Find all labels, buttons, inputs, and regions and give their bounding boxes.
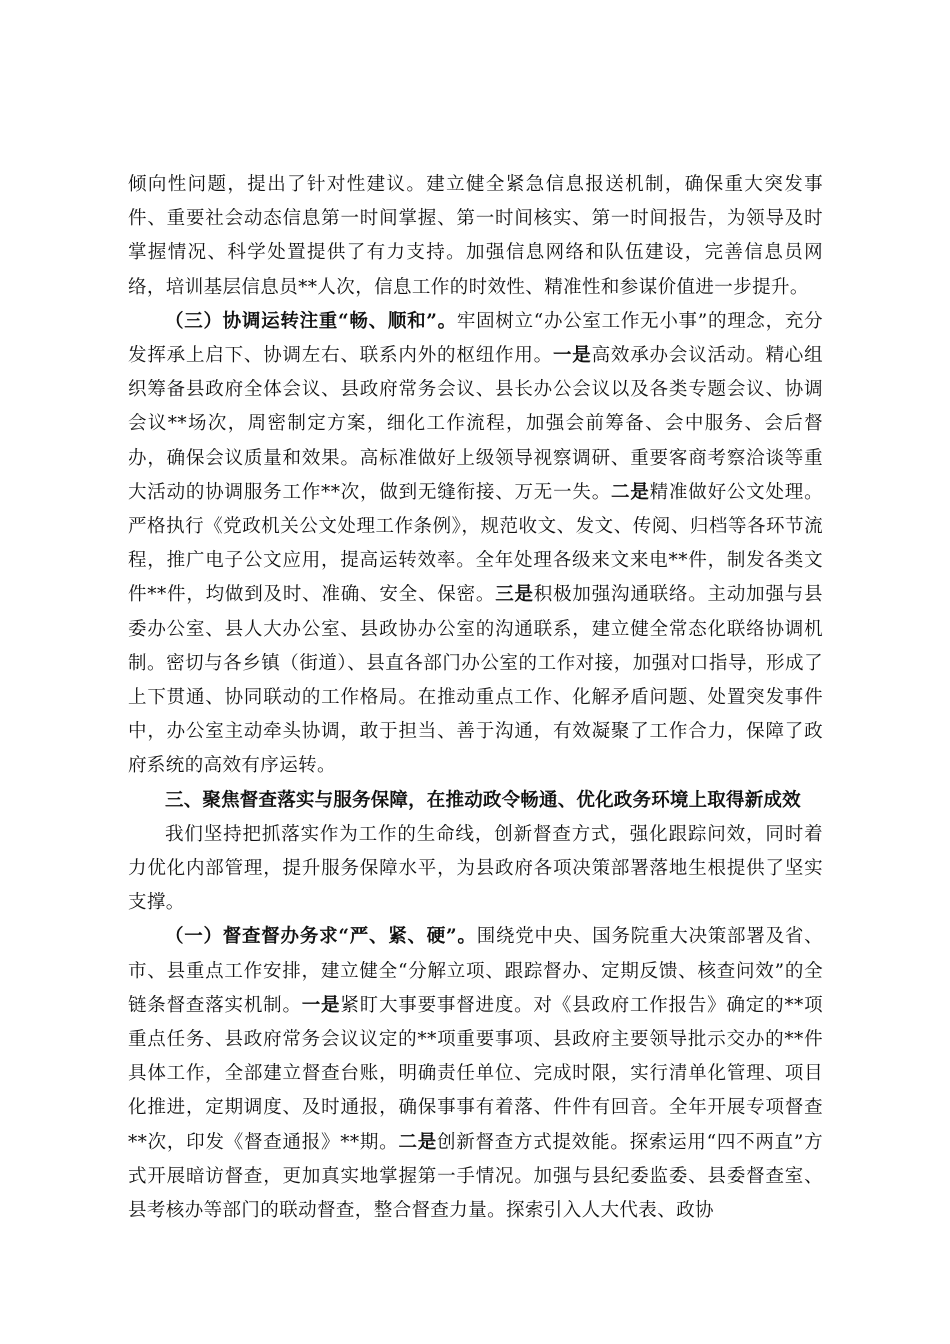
point-marker-third: 三是 bbox=[495, 584, 534, 606]
point-marker-second: 二是 bbox=[398, 1131, 437, 1153]
paragraph-section-intro bbox=[128, 818, 823, 921]
paragraph-text: 倾向性问题，提出了针对性建议。建立健全紧急信息报送机制，确保重大突发事件、重要社会动态信息第一时间掌握、第一时间核实、第一时间报告，为领导及时掌握情况、科学处置提供了有力支持。加强信息网络和队伍建设，完善信息员网络，培训基层信息员**人次，信息工作的时效性、精准性和参谋价值进一步提升。 bbox=[128, 174, 823, 298]
section-lead-supervision: （一）督查督办务求“严、紧、硬”。 bbox=[165, 926, 477, 948]
paragraph-text: 围绕党中央、国务院重大决策部署及省、市、县重点工作安排，建立健全“分解立项、跟踪督办、定期反馈、核查问效”的全链条督查落实机制。 bbox=[128, 926, 823, 1016]
document-page bbox=[128, 168, 823, 1228]
paragraph-coordination bbox=[128, 305, 823, 784]
point-marker-second: 二是 bbox=[611, 481, 650, 503]
paragraph-text: 紧盯大事要事督进度。对《县政府工作报告》确定的**项重点任务、县政府常务会议议定的**项重要事项、县政府主要领导批示交办的**件具体工作，全部建立督查台账，明确责任单位、完成时限，实行清单化管理、项目化推进，定期调度、及时通报，确保事事有着落、件件有回音。全年开展专项督查**次，印发《督查通报》**期。 bbox=[128, 994, 823, 1153]
paragraph-text: 创新督查方式提效能。探索运用“四不两直”方式开展暗访督查，更加真实地掌握第一手情况。加强与县纪委监委、县委督查室、县考核办等部门的联动督查，整合督查力量。探索引入人大代表、政协 bbox=[128, 1131, 823, 1222]
paragraph-supervision bbox=[128, 920, 823, 1228]
point-marker-first: 一是 bbox=[301, 994, 341, 1016]
paragraph-text: 精准做好公文处理。严格执行《党政机关公文处理工作条例》，规范收文、发文、传阅、归档等各环节流程，推广电子公文应用，提高运转效率。全年处理各级来文来电**件，制发各类文件**件，均做到及时、准确、安全、保密。 bbox=[128, 481, 823, 606]
paragraph-info-work bbox=[128, 168, 823, 305]
point-marker-first: 一是 bbox=[552, 345, 592, 367]
section-lead-coordination: （三）协调运转注重“畅、顺和”。 bbox=[165, 310, 457, 332]
paragraph-text: 积极加强沟通联络。主动加强与县委办公室、县人大办公室、县政协办公室的沟通联系，建立健全常态化联络协调机制。密切与各乡镇（街道）、县直各部门办公室的工作对接，加强对口指导，形成了上下贯通、协同联动的工作格局。在推动重点工作、化解矛盾问题、处置突发事件中，办公室主动牵头协调，敢于担当、善于沟通，有效凝聚了工作合力，保障了政府系统的高效有序运转。 bbox=[128, 584, 823, 777]
section-heading-three: 三、聚焦督查落实与服务保障，在推动政令畅通、优化政务环境上取得新成效 bbox=[165, 789, 801, 811]
paragraph-text: 高效承办会议活动。精心组织筹备县政府全体会议、县政府常务会议、县长办公会议以及各类专题会议、协调会议**场次，周密制定方案，细化工作流程，加强会前筹备、会中服务、会后督办，确保会议质量和效果。高标准做好上级领导视察调研、重要客商考察洽谈等重大活动的协调服务工作**次，做到无缝衔接、万无一失。 bbox=[128, 345, 823, 503]
paragraph-text: 牢固树立“办公室工作无小事”的理念，充分发挥承上启下、协调左右、联系内外的枢纽作用。 bbox=[128, 310, 823, 367]
paragraph-text: 我们坚持把抓落实作为工作的生命线，创新督查方式，强化跟踪问效，同时着力优化内部管理，提升服务保障水平，为县政府各项决策部署落地生根提供了坚实支撑。 bbox=[128, 823, 823, 914]
